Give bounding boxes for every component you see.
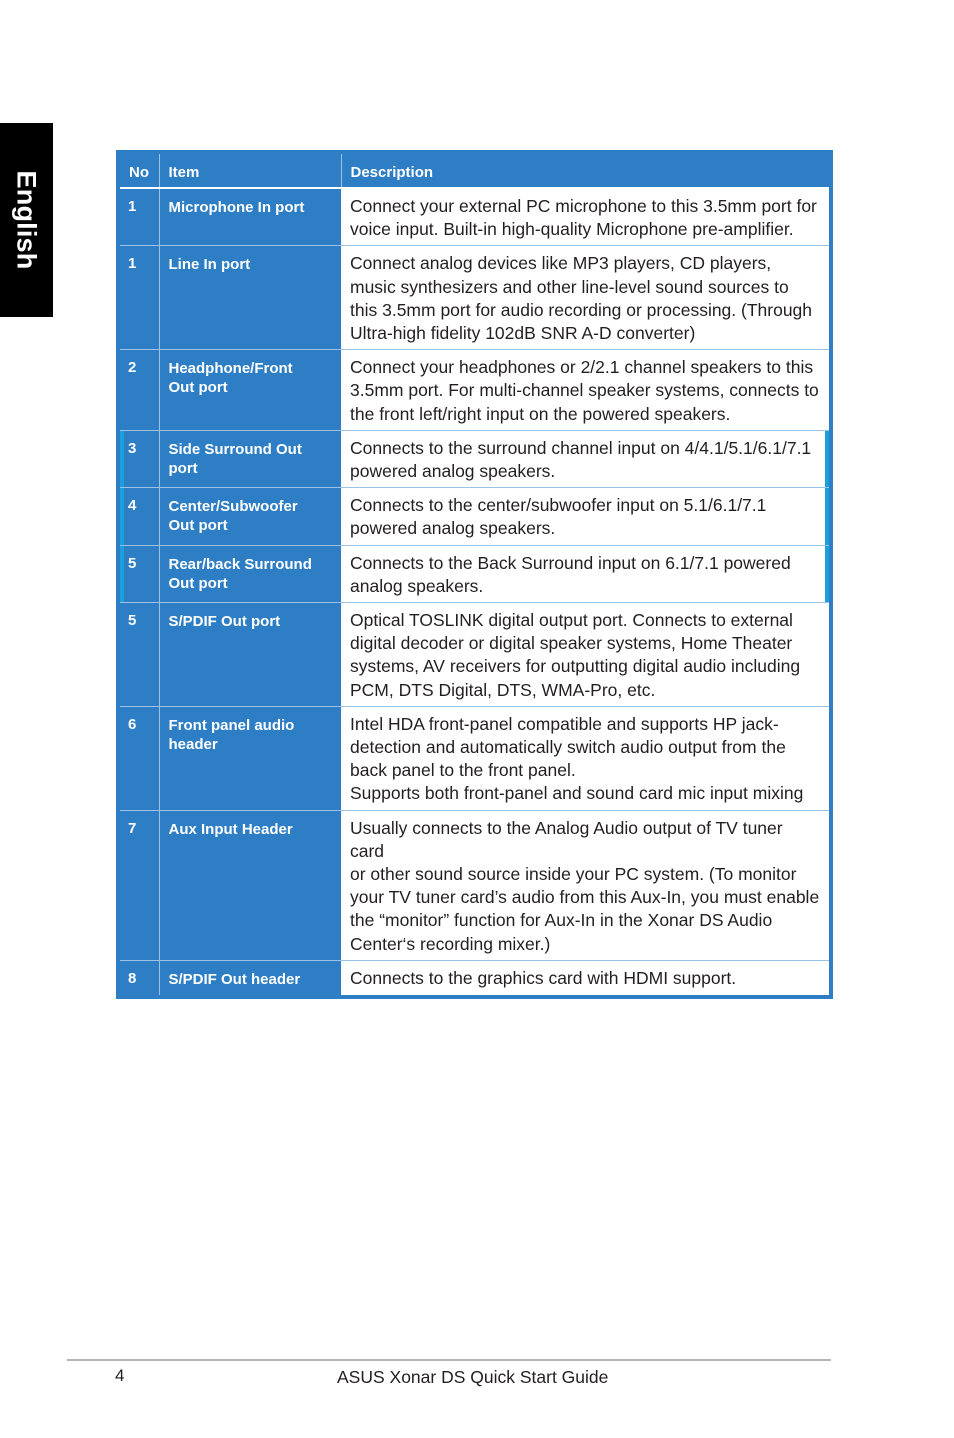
row-item: Aux Input Header: [159, 810, 341, 960]
row-item: Front panel audio header: [159, 706, 341, 810]
row-number: 2: [118, 350, 159, 431]
row-item: Microphone In port: [159, 188, 341, 246]
row-description: Optical TOSLINK digital output port. Connects to external digital decoder or digital speaker systems, Home Theater systems, AV receivers for outputting digital audio including PCM, DTS Digital, DTS, WMA-Pro, etc.: [341, 603, 831, 707]
row-description: Usually connects to the Analog Audio output of TV tuner card or other sound source inside your PC system. (To monitor your TV tuner card’s audio from this Aux-In, you must enable the “monitor” function for Aux-In in the Xonar DS Audio Center‘s recording mixer.): [341, 810, 831, 960]
table-row: [118, 810, 831, 960]
column-header-description: Description: [341, 152, 831, 188]
row-number: 8: [118, 960, 159, 997]
row-description: Intel HDA front-panel compatible and supports HP jack- detection and automatically switch audio output from the back panel to the front panel. Supports both front-panel and sound card mic input mixing: [341, 706, 831, 810]
row-item: S/PDIF Out header: [159, 960, 341, 997]
row-number: 1: [118, 188, 159, 246]
table-header-row: [118, 152, 831, 188]
row-description: Connects to the center/subwoofer input on 5.1/6.1/7.1 powered analog speakers.: [341, 488, 831, 545]
language-tab-label: English: [11, 170, 42, 270]
page-number: 4: [115, 1366, 125, 1385]
table-row: [118, 350, 831, 431]
row-item: S/PDIF Out port: [159, 603, 341, 707]
row-number: 5: [118, 545, 159, 602]
row-number: 7: [118, 810, 159, 960]
row-number: 1: [118, 246, 159, 350]
row-item: Rear/back Surround Out port: [159, 545, 341, 602]
table-row: [118, 188, 831, 246]
row-item: Line In port: [159, 246, 341, 350]
table-row: [118, 545, 831, 602]
row-number: 5: [118, 603, 159, 707]
row-description: Connects to the graphics card with HDMI support.: [341, 960, 831, 997]
guide-title: ASUS Xonar DS Quick Start Guide: [337, 1367, 609, 1387]
table-row: [118, 430, 831, 487]
row-description: Connect your external PC microphone to this 3.5mm port for voice input. Built-in high-quality Microphone pre-amplifier.: [341, 188, 831, 246]
table-row: [118, 960, 831, 997]
row-number: 4: [118, 488, 159, 545]
table-row: [118, 488, 831, 545]
row-number: 3: [118, 430, 159, 487]
language-side-tab: [0, 123, 53, 317]
row-number: 6: [118, 706, 159, 810]
column-header-no: No: [118, 152, 159, 188]
table-row: [118, 603, 831, 707]
column-header-item: Item: [159, 152, 341, 188]
row-item: Center/Subwoofer Out port: [159, 488, 341, 545]
footer-divider: [67, 1359, 831, 1361]
table-row: [118, 706, 831, 810]
row-description: Connects to the Back Surround input on 6.1/7.1 powered analog speakers.: [341, 545, 831, 602]
row-description: Connects to the surround channel input on 4/4.1/5.1/6.1/7.1 powered analog speakers.: [341, 430, 831, 487]
row-description: Connect your headphones or 2/2.1 channel speakers to this 3.5mm port. For multi-channel speaker systems, connects to the front left/right input on the powered speakers.: [341, 350, 831, 431]
row-item: Headphone/Front Out port: [159, 350, 341, 431]
audio-ports-table: [116, 150, 833, 999]
row-description: Connect analog devices like MP3 players, CD players, music synthesizers and other line-level sound sources to this 3.5mm port for audio recording or processing. (Through Ultra-high fidelity 102dB SNR A-D converter): [341, 246, 831, 350]
row-item: Side Surround Out port: [159, 430, 341, 487]
table-row: [118, 246, 831, 350]
